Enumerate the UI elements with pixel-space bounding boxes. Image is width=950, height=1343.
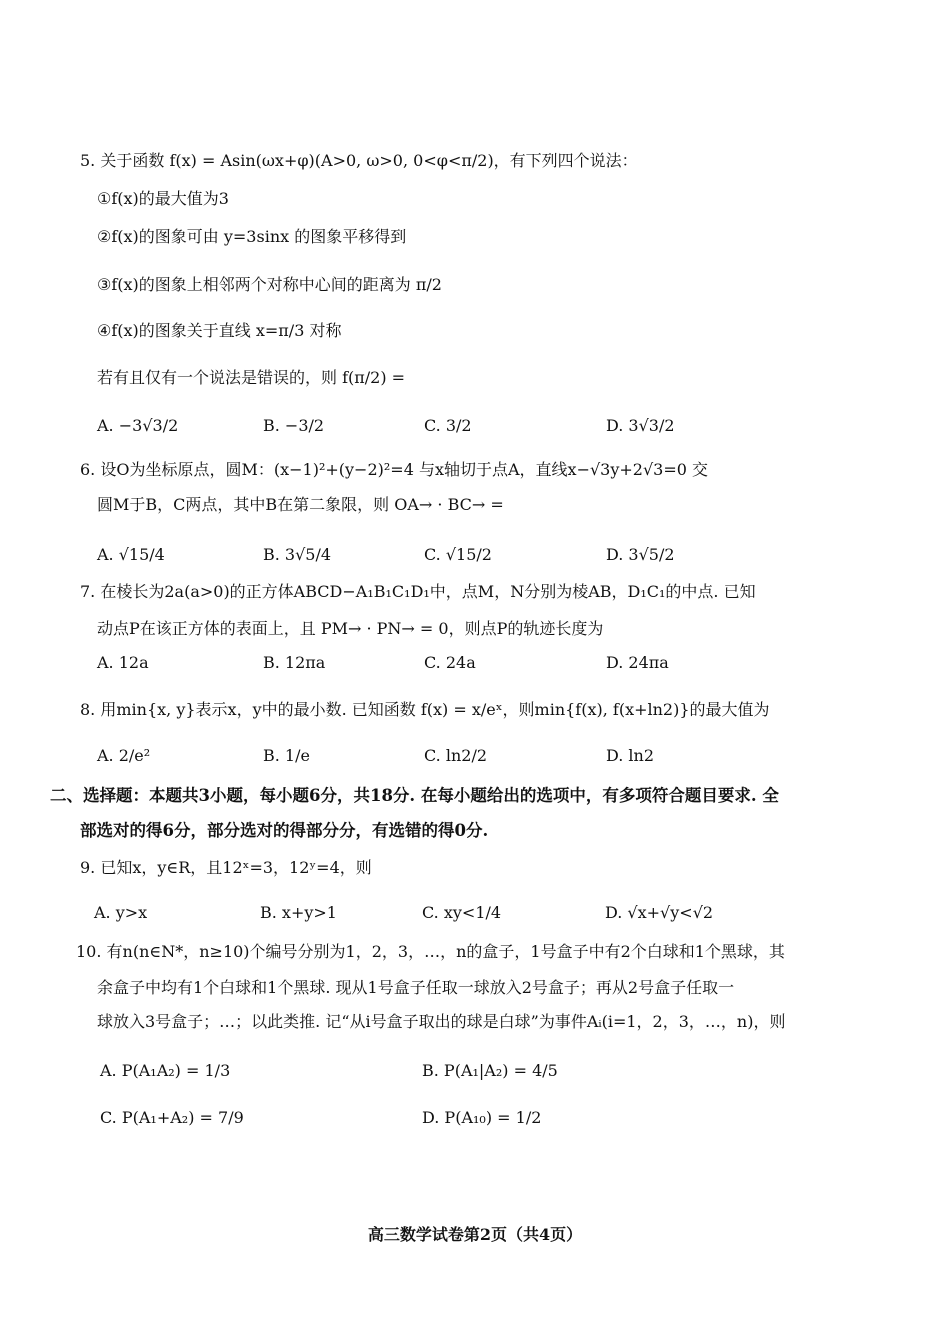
- q6-option-a: A. √15/4: [97, 545, 165, 564]
- q10-options-row-1: [0, 1054, 950, 1088]
- q8-option-a: A. 2/e²: [97, 746, 151, 765]
- q7-option-b: B. 12πa: [263, 653, 326, 672]
- q5-options: [0, 409, 950, 443]
- q8-option-d: D. ln2: [606, 746, 655, 765]
- q6-option-d: D. 3√5/2: [606, 545, 675, 564]
- q5-option-c: C. 3/2: [424, 416, 472, 435]
- q10-option-d: D. P(A₁₀) = 1/2: [422, 1108, 542, 1127]
- q6-option-b: B. 3√5/4: [263, 545, 332, 564]
- q5-question: 若有且仅有一个说法是错误的，则 f(π/2) =: [97, 368, 406, 387]
- q7-line-1: 7. 在棱长为2a(a>0)的正方体ABCD−A₁B₁C₁D₁中，点M，N分别为棱AB，D₁C₁的中点. 已知: [80, 582, 756, 601]
- q10-line-2: 余盒子中均有1个白球和1个黑球. 现从1号盒子任取一球放入2号盒子；再从2号盒子任取一: [97, 978, 735, 997]
- q5-stem: 5. 关于函数 f(x) = Asin(ωx+φ)(A>0, ω>0, 0<φ<π/2)，有下列四个说法：: [80, 151, 638, 170]
- q10-line-3: 球放入3号盒子；…；以此类推. 记“从i号盒子取出的球是白球”为事件Aᵢ(i=1，2，3，…，n)，则: [97, 1012, 786, 1031]
- q6-options: [0, 538, 950, 572]
- q8-option-b: B. 1/e: [263, 746, 310, 765]
- q9-option-c: C. xy<1/4: [422, 903, 502, 922]
- q5-statement-3: ③f(x)的图象上相邻两个对称中心间的距离为 π/2: [97, 275, 442, 294]
- q5-statement-4: ④f(x)的图象关于直线 x=π/3 对称: [97, 321, 342, 340]
- page-footer: 高三数学试卷第2页（共4页）: [367, 1225, 583, 1244]
- section-2-heading-line-2: 部选对的得6分，部分选对的得部分分，有选错的得0分.: [80, 821, 489, 840]
- q6-line-2: 圆M于B，C两点，其中B在第二象限，则 OA→ · BC→ =: [97, 495, 504, 514]
- q7-line-2: 动点P在该正方体的表面上，且 PM→ · PN→ = 0，则点P的轨迹长度为: [97, 619, 604, 638]
- q8-option-c: C. ln2/2: [424, 746, 488, 765]
- q8-line-1: 8. 用min{x, y}表示x，y中的最小数. 已知函数 f(x) = x/eˣ，则min{f(x), f(x+ln2)}的最大值为: [80, 700, 770, 719]
- q7-option-d: D. 24πa: [606, 653, 669, 672]
- q7-options: [0, 646, 950, 680]
- q7-option-c: C. 24a: [424, 653, 476, 672]
- q10-option-b: B. P(A₁|A₂) = 4/5: [422, 1061, 558, 1080]
- section-2-heading-line-1: 二、选择题：本题共3小题，每小题6分，共18分. 在每小题给出的选项中，有多项符合题目要求. 全: [50, 786, 779, 805]
- q8-options: [0, 739, 950, 773]
- q6-option-c: C. √15/2: [424, 545, 492, 564]
- q9-line-1: 9. 已知x，y∈R，且12ˣ=3，12ʸ=4，则: [80, 858, 372, 877]
- q9-option-d: D. √x+√y<√2: [605, 903, 714, 922]
- q10-options-row-2: [0, 1101, 950, 1135]
- q10-option-a: A. P(A₁A₂) = 1/3: [100, 1061, 231, 1080]
- q5-option-b: B. −3/2: [263, 416, 325, 435]
- q10-line-1: 10. 有n(n∈N*，n≥10)个编号分别为1，2，3，…，n的盒子，1号盒子中有2个白球和1个黑球，其: [76, 942, 785, 961]
- q5-option-a: A. −3√3/2: [97, 416, 179, 435]
- q5-option-d: D. 3√3/2: [606, 416, 675, 435]
- q5-statement-2: ②f(x)的图象可由 y=3sinx 的图象平移得到: [97, 227, 407, 246]
- q9-option-b: B. x+y>1: [260, 903, 337, 922]
- q7-option-a: A. 12a: [97, 653, 149, 672]
- q10-option-c: C. P(A₁+A₂) = 7/9: [100, 1108, 244, 1127]
- q9-options: [0, 896, 950, 930]
- q9-option-a: A. y>x: [94, 903, 148, 922]
- q5-statement-1: ①f(x)的最大值为3: [97, 189, 229, 208]
- q6-line-1: 6. 设O为坐标原点，圆M：(x−1)²+(y−2)²=4 与x轴切于点A，直线x−√3y+2√3=0 交: [80, 460, 709, 479]
